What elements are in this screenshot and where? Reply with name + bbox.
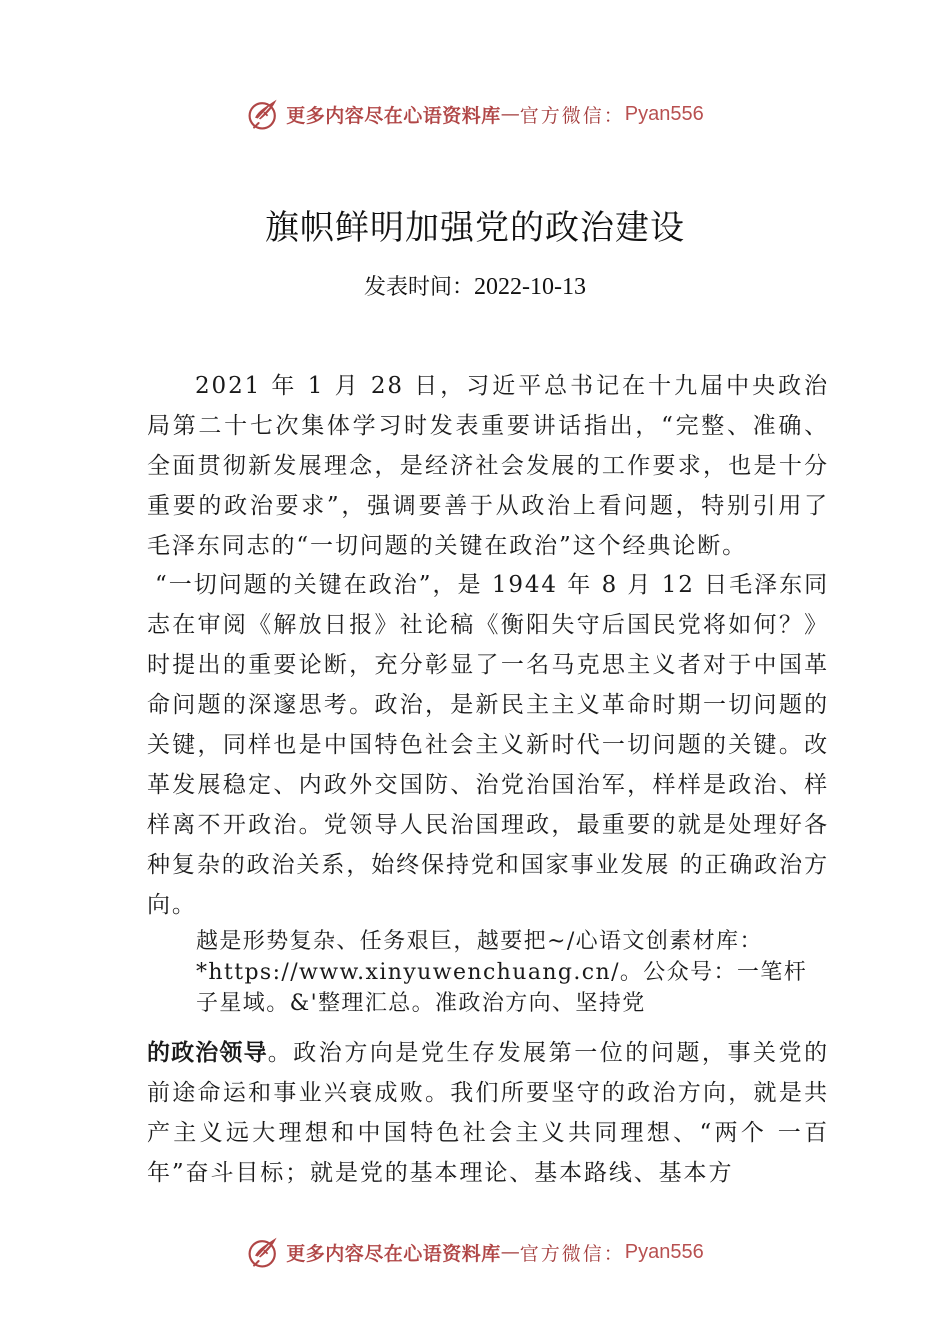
- publish-date-label: 发表时间：: [364, 275, 475, 300]
- paragraph-4-body: 。政治方向是党生存发展第一位的问题，事关党的前途命运和事业兴衰成败。我们所要坚守的政治方向，就是共产主义远大理想和中国特色社会主义共同理想、“两个 一百年”奋斗目标；就是党的基本理论、基本路线、基本方: [147, 1040, 829, 1186]
- banner-wechat-id: Pyan556: [624, 102, 704, 125]
- publish-date: [0, 270, 950, 301]
- header-watermark-banner: [0, 92, 950, 136]
- paragraph-3-indented: 越是形势复杂、任务艰巨，越要把~/心语文创素材库：*https://www.xinyuwenchuang.cn/。公众号：一笔杆子星域。&'整理汇总。准政治方向、坚持党: [196, 929, 808, 1016]
- banner-brand-text: 更多内容尽在心语资料库: [286, 104, 501, 127]
- quill-pen-logo-icon: [246, 96, 282, 132]
- paragraph-2: “一切问题的关键在政治”，是 1944 年 8 月 12 日毛泽东同志在审阅《解放日报》社论稿《衡阳失守后国民党将如何？》时提出的重要论断，充分彰显了一名马克思主义者对于中国革命问题的深邃思考。政治，是新民主主义革命时期一切问题的关键，同样也是中国特色社会主义新时代一切问题的关键。改革发展稳定、内政外交国防、治党治国治军，样样是政治、样样离不开政治。党领导人民治国理政，最重要的就是处理好各种复杂的政治关系，始终保持党和国家事业发展 的正确政治方向。: [147, 572, 829, 918]
- quill-pen-logo-icon: [246, 1234, 282, 1270]
- banner-wechat-id: Pyan556: [624, 1240, 704, 1263]
- banner-wechat-label: 官方微信：: [519, 104, 625, 127]
- banner-brand-text: 更多内容尽在心语资料库: [286, 1242, 501, 1265]
- publish-date-value: 2022-10-13: [474, 274, 586, 300]
- banner-separator: —: [500, 1241, 520, 1263]
- paragraph-4: [147, 1032, 829, 1193]
- article-title: 旗帜鲜明加强党的政治建设: [265, 208, 685, 248]
- footer-watermark-banner: [0, 1230, 950, 1274]
- paragraph-4-bold-lead: 的政治领导: [147, 1039, 268, 1065]
- paragraph-1: 2021 年 1 月 28 日，习近平总书记在十九届中央政治局第二十七次集体学习时发表重要讲话指出，“完整、准确、全面贯彻新发展理念，是经济社会发展的工作要求，也是十分重要的政治要求”，强调要善于从政治上看问题，特别引用了毛泽东同志的“一切问题的关键在政治”这个经典论断。: [147, 373, 829, 559]
- banner-wechat-label: 官方微信：: [519, 1242, 625, 1265]
- banner-separator: —: [500, 103, 520, 125]
